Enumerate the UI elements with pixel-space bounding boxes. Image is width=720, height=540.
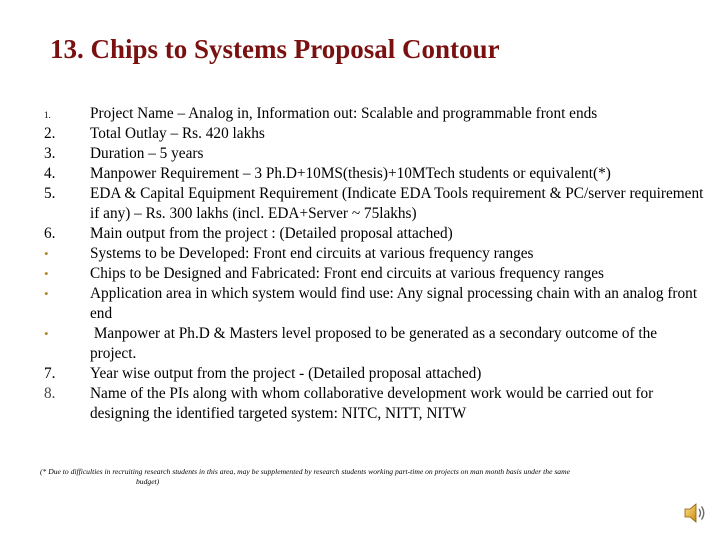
list-item — [44, 224, 704, 244]
item-text: Duration – 5 years — [90, 145, 204, 162]
item-text: EDA & Capital Equipment Requirement (Indicate EDA Tools requirement & PC/server requirement if any) – Rs. 300 lakhs (incl. EDA+Server ~ 75lakhs) — [90, 185, 704, 222]
bullet-icon: • — [44, 246, 49, 261]
list-item — [44, 264, 704, 284]
list-item — [44, 124, 704, 144]
item-number: 1. — [44, 110, 51, 120]
item-text: Total Outlay – Rs. 420 lakhs — [90, 125, 265, 142]
bullet-icon: • — [44, 266, 49, 281]
bullet-icon: • — [44, 326, 49, 341]
list-item — [44, 184, 704, 224]
list-item — [44, 364, 704, 384]
proposal-item-list — [44, 104, 704, 424]
footnote-line: budget) — [136, 477, 160, 486]
item-number: 7. — [44, 365, 56, 382]
list-item — [44, 104, 704, 124]
item-number: 5. — [44, 185, 56, 202]
item-text: Project Name – Analog in, Information out: Scalable and programmable front ends — [90, 105, 598, 122]
list-item — [44, 324, 704, 364]
list-item — [44, 384, 704, 424]
item-text: Name of the PIs along with whom collaborative development work would be carried out for designing the identified targeted system: NITC, NITT, NITW — [90, 385, 654, 422]
item-text: Application area in which system would find use: Any signal processing chain with an analog front end — [90, 285, 698, 322]
item-text: Main output from the project : (Detailed proposal attached) — [90, 225, 453, 242]
item-text: Systems to be Developed: Front end circuits at various frequency ranges — [90, 245, 534, 262]
list-item — [44, 284, 704, 324]
item-number: 3. — [44, 145, 56, 162]
list-item — [44, 244, 704, 264]
item-number: 4. — [44, 165, 56, 182]
list-item — [44, 164, 704, 184]
bullet-icon: • — [44, 286, 49, 301]
item-number: 8. — [44, 385, 56, 402]
item-number: 2. — [44, 125, 56, 142]
slide-title: 13. Chips to Systems Proposal Contour — [50, 34, 500, 64]
item-text: Manpower Requirement – 3 Ph.D+10MS(thesis)+10MTech students or equivalent(*) — [90, 165, 611, 182]
footnote — [40, 467, 680, 487]
speaker-icon[interactable] — [682, 500, 708, 526]
item-text: Manpower at Ph.D & Masters level proposed to be generated as a secondary outcome of the project. — [90, 325, 661, 362]
item-number: 6. — [44, 225, 56, 242]
list-item — [44, 144, 704, 164]
footnote-line: (* Due to difficulties in recruiting research students in this area, may be supplemented by research students working part-time on projects on man month basis under the same — [40, 467, 570, 476]
item-text: Chips to be Designed and Fabricated: Front end circuits at various frequency ranges — [90, 265, 604, 282]
item-text: Year wise output from the project - (Detailed proposal attached) — [90, 365, 482, 382]
